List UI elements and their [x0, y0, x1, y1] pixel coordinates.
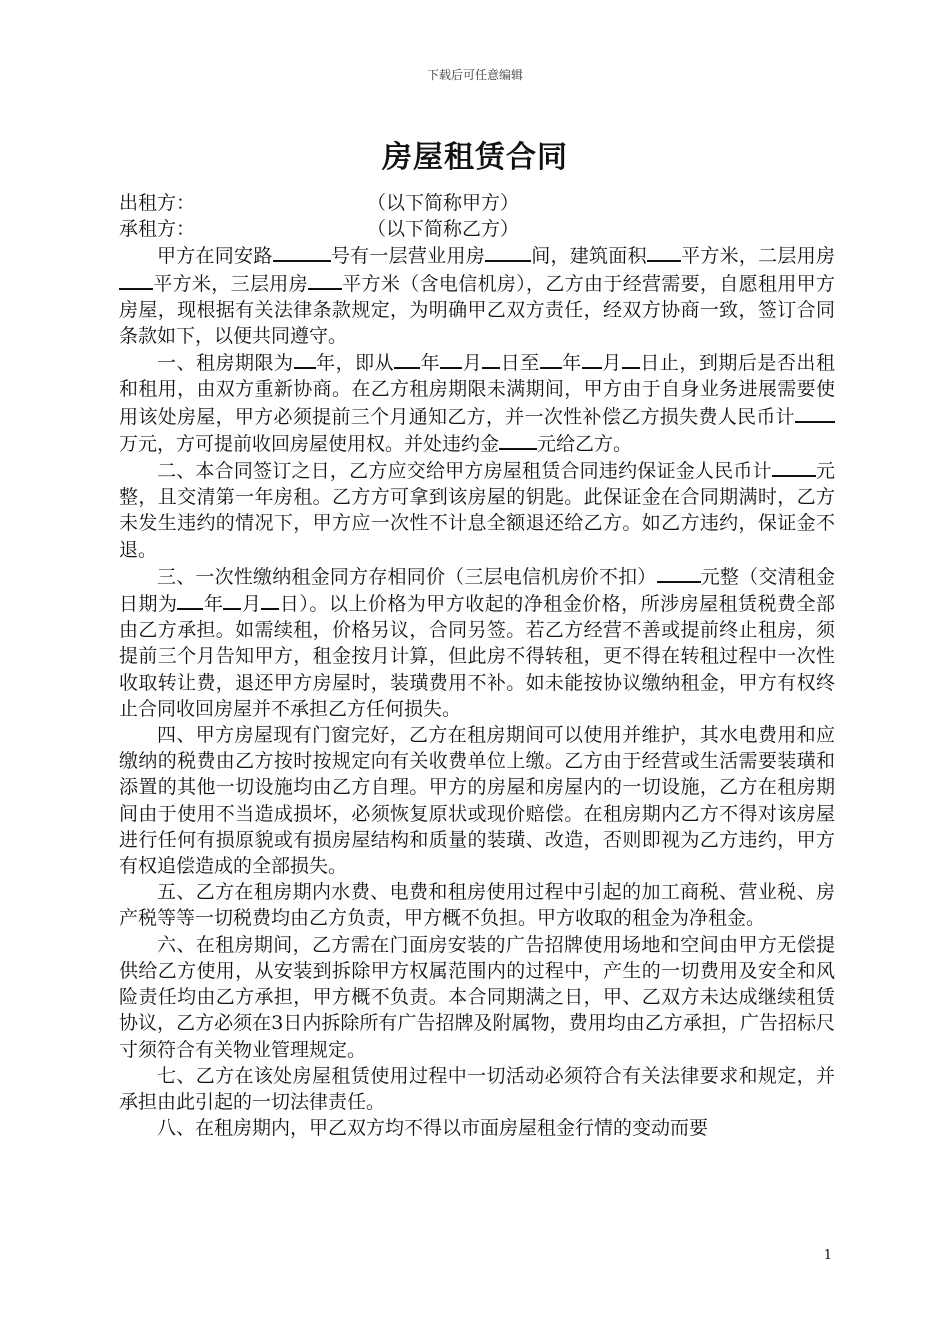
document-title: 房屋租赁合同 — [382, 140, 568, 175]
blank-field — [499, 430, 537, 450]
blank-field — [440, 349, 462, 369]
text-run: 二、本合同签订之日，乙方应交给甲方房屋租赁合同违约保证金人民币计 — [157, 460, 772, 483]
contract-body — [119, 190, 835, 1141]
clause-7: 七、乙方在该处房屋租赁使用过程中一切活动必须符合有关法律要求和规定，并承担由此引起的一切法律责任。 — [119, 1064, 835, 1113]
clause-3 — [119, 563, 835, 722]
text-run: 年 — [561, 352, 582, 375]
text-run: 万元，方可提前收回房屋使用权。并处违约金 — [119, 432, 500, 455]
blank-field — [485, 242, 531, 262]
text-run: 平方米（含电信机房），乙方由于经营需要，自愿租用甲方房屋，现根据有关法律条款规定，为明确甲乙双方责任，经双方协商一致，签订合同条款如下，以便共同遵守。 — [119, 272, 835, 348]
clause-5: 五、乙方在租房期内水费、电费和租房使用过程中引起的加工商税、营业税、房产税等等一切税费均由乙方负责，甲方概不负担。甲方收取的租金为净租金。 — [119, 881, 835, 930]
text-run: 月 — [601, 352, 622, 375]
blank-field — [119, 270, 153, 290]
intro-paragraph — [119, 242, 835, 349]
blank-field — [294, 349, 316, 369]
text-run: 元给乙方。 — [537, 432, 633, 455]
blank-field — [795, 403, 835, 423]
blank-field — [482, 349, 500, 369]
blank-field — [772, 457, 816, 477]
lessor-label: 出租方： — [119, 192, 196, 214]
clause-2 — [119, 457, 835, 563]
lessee-note: （以下简称乙方） — [367, 218, 520, 241]
clause-8: 八、在租房期内，甲乙双方均不得以市面房屋租金行情的变动而要 — [157, 1117, 709, 1140]
lessee-label: 承租方： — [119, 218, 196, 241]
blank-field — [223, 590, 241, 610]
clause-6: 六、在租房期间，乙方需在门面房安装的广告招牌使用场地和空间由甲方无偿提供给乙方使用，从安装到拆除甲方权属范围内的过程中，产生的一切费用及安全和风险责任均由乙方承担，甲方概不负责。本合同期满之日，甲、乙双方未达成继续租赁协议，乙方必须在3日内拆除所有广告招牌及附属物，费用均由乙方承担，广告招标尺寸须符合有关物业管理规定。 — [119, 933, 835, 1061]
blank-field — [657, 563, 701, 583]
blank-field — [622, 349, 640, 369]
clause-1 — [119, 349, 835, 457]
blank-field — [308, 270, 342, 290]
text-run: 年，即从 — [315, 352, 395, 375]
text-run: 三、一次性缴纳租金同方存相同价（三层电信机房价不扣） — [157, 565, 657, 588]
text-run: 年 — [203, 593, 224, 616]
text-run: 年 — [420, 352, 441, 375]
blank-field — [647, 242, 681, 262]
text-run: 平方米，二层用房 — [680, 245, 835, 268]
text-run: 日至 — [500, 352, 540, 375]
text-run: 一、租房期限为 — [157, 352, 294, 375]
blank-field — [177, 590, 203, 610]
lessee-line — [119, 216, 835, 242]
blank-field — [582, 349, 602, 369]
text-run: 元整，且交清第一年房租。乙方方可拿到该房屋的钥匙。此保证金在合同期满时，乙方未发生违约的情况下，甲方应一次性不计息全额退还给乙方。如乙方违约，保证金不退。 — [119, 460, 835, 561]
blank-field — [273, 242, 331, 262]
text-run: 月 — [462, 352, 483, 375]
lessor-line — [119, 190, 835, 216]
text-run: 元整（交清租金日期为 — [119, 565, 835, 616]
text-run: 间，建筑面积 — [530, 245, 647, 268]
text-run: 平方米，三层用房 — [153, 272, 308, 295]
text-run: 号有一层营业用房 — [330, 245, 485, 268]
header-note: 下载后可任意编辑 — [426, 68, 523, 82]
clause-4: 四、甲方房屋现有门窗完好，乙方在租房期间可以使用并维护，其水电费用和应缴纳的税费由乙方按时按规定向有关收费单位上缴。乙方由于经营或生活需要装璜和添置的其他一切设施均由乙方自理。甲方的房屋和房屋内的一切设施，乙方在租房期间由于使用不当造成损坏，必须恢复原状或现价赔偿。在租房期内乙方不得对该房屋进行任何有损原貌或有损房屋结构和质量的装璜、改造，否则即视为乙方违约，甲方有权追偿造成的全部损失。 — [119, 724, 835, 878]
lessor-note: （以下简称甲方） — [367, 192, 520, 214]
blank-field — [261, 590, 279, 610]
text-run: 日止，到期后是否出租和租用，由双方重新协商。在乙方租房期限未满期间，甲方由于自身业务进展需要使用该处房屋，甲方必须提前三个月通知乙方，并一次性补偿乙方损失费人民币计 — [119, 352, 835, 428]
blank-field — [394, 349, 420, 369]
text-run: 甲方在同安路 — [157, 245, 273, 268]
blank-field — [540, 349, 562, 369]
text-run: 月 — [241, 593, 262, 616]
page-number: 1 — [823, 1248, 832, 1263]
text-run: 日）。以上价格为甲方收起的净租金价格，所涉房屋租赁税费全部由乙方承担。如需续租，价格另议，合同另签。若乙方经营不善或提前终止租房，须提前三个月告知甲方，租金按月计算，但此房不得转租，更不得在转租过程中一次性收取转让费，退还甲方房屋时，装璜费用不补。如未能按协议缴纳租金，甲方有权终止合同收回房屋并不承担乙方任何损失。 — [119, 593, 835, 720]
